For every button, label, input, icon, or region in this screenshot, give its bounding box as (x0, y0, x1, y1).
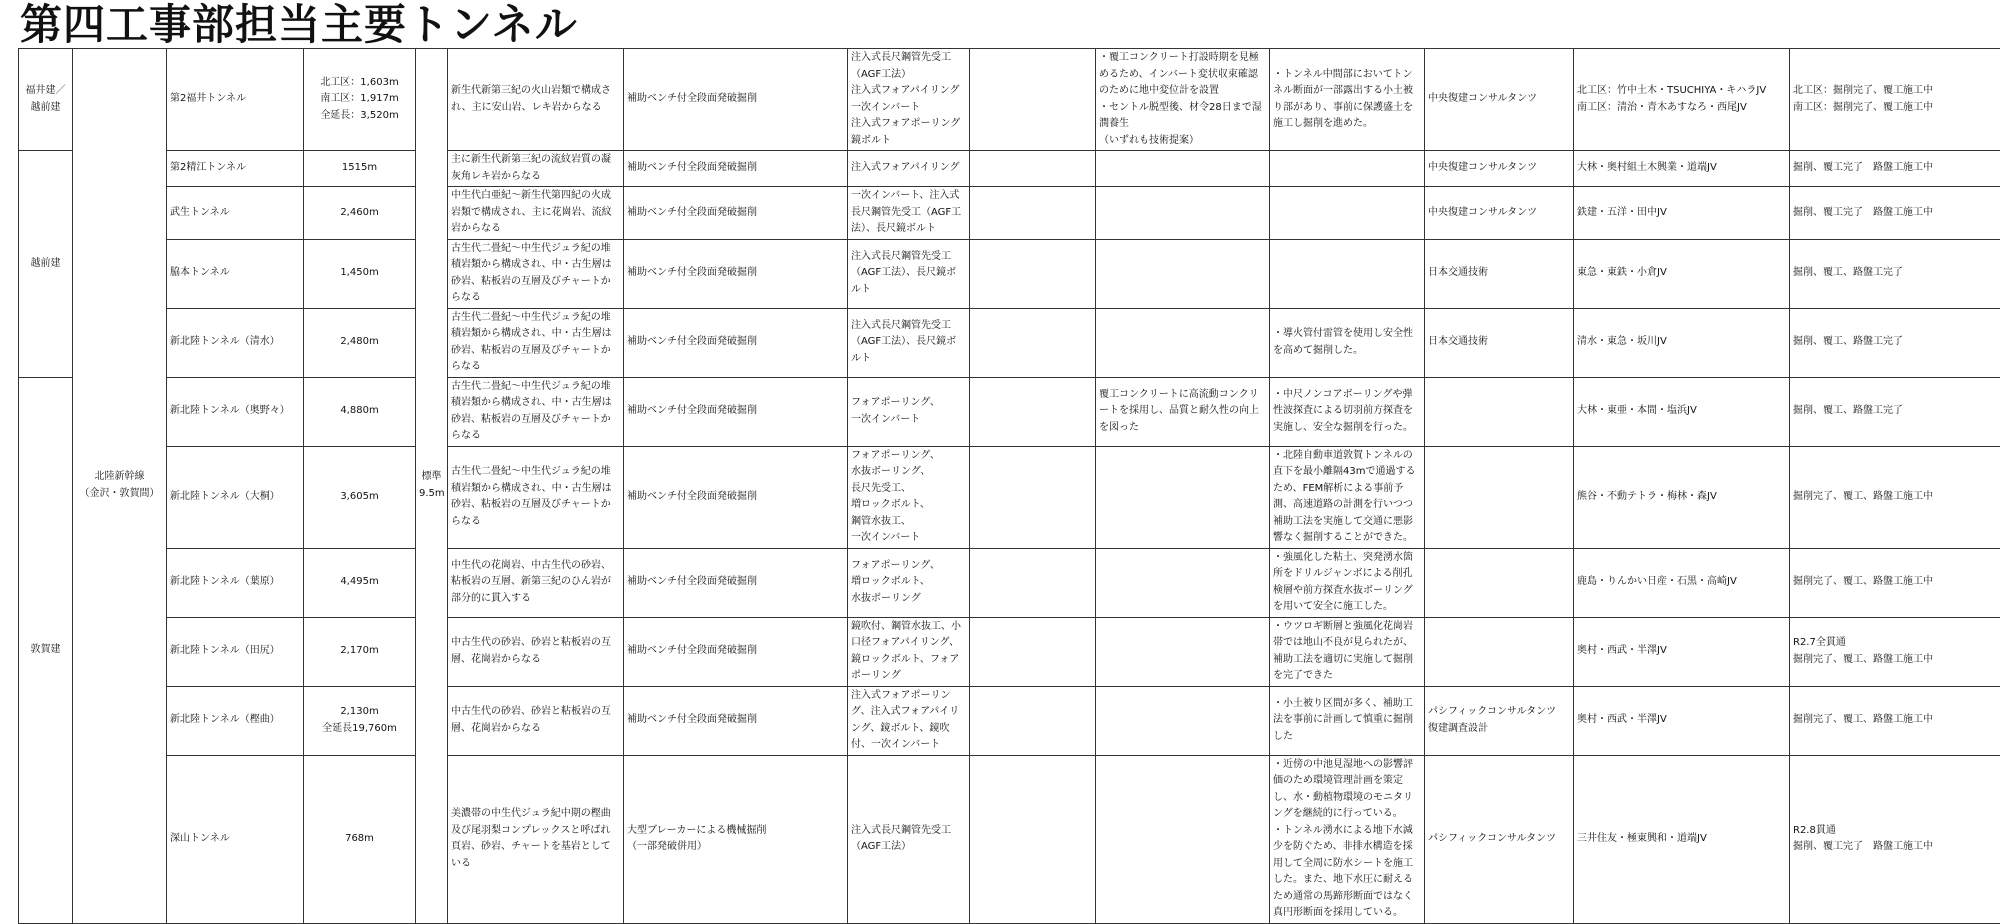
consultant-cell: 中央復建コンサルタンツ (1425, 187, 1574, 240)
tunnel-name-cell: 新北陸トンネル（田尻） (167, 617, 304, 686)
consultant-cell (1425, 446, 1574, 548)
aux-method-cell: 注入式長尺鋼管先受工 （AGF工法） 注入式フォアパイリング 一次インバート 注入式フォアポーリング 鏡ボルト (848, 49, 970, 151)
status-cell: R2.7全貫通 掘削完了、覆工、路盤工施工中 (1790, 617, 2000, 686)
empty-cell (970, 187, 1096, 240)
aux-method-cell: 注入式フォアポーリング、注入式フォアパイリング、鏡ボルト、鏡吹付、一次インバート (848, 686, 970, 755)
note-cell: ・中尺ノンコアボーリングや弾性波探査による切羽前方探査を実施し、安全な掘削を行った。 (1270, 377, 1425, 446)
method-cell: 大型ブレーカーによる機械掘削 （一部発破併用） (624, 755, 848, 923)
length-cell: 4,495m (304, 548, 416, 617)
table-row (19, 446, 2000, 548)
contractor-cell: 奥村・西武・半澤JV (1574, 686, 1790, 755)
consultant-cell: パシフィックコンサルタンツ (1425, 755, 1574, 923)
note-cell: ・導火管付雷管を使用し安全性を高めて掘削した。 (1270, 308, 1425, 377)
table-row (19, 548, 2000, 617)
empty-cell (970, 151, 1096, 187)
contractor-cell: 東急・東鉄・小倉JV (1574, 239, 1790, 308)
table-row (19, 49, 2000, 151)
consultant-cell: 中央復建コンサルタンツ (1425, 49, 1574, 151)
section-cell: 標準 9.5m (416, 49, 448, 924)
status-cell: 掘削、覆工、路盤工完了 (1790, 308, 2000, 377)
note-cell (1270, 239, 1425, 308)
improvement-cell (1096, 446, 1270, 548)
empty-cell (970, 49, 1096, 151)
tunnel-name-cell: 新北陸トンネル（奥野々） (167, 377, 304, 446)
consultant-cell: 日本交通技術 (1425, 239, 1574, 308)
aux-method-cell: フォアポーリング、 一次インバート (848, 377, 970, 446)
note-cell: ・北陸自動車道敦賀トンネルの直下を最小離隔43mで通過するため、FEM解析による事前予測、高速道路の計測を行いつつ補助工法を実施して交通に悪影響なく掘削することができた。 (1270, 446, 1425, 548)
empty-cell (970, 755, 1096, 923)
aux-method-cell: フォアポーリング、 水抜ボーリング、 長尺先受工、 増ロックボルト、 鋼管水抜工、 一次インバート (848, 446, 970, 548)
note-cell: ・小土被り区間が多く、補助工法を事前に計画して慎重に掘削した (1270, 686, 1425, 755)
status-cell: 掘削完了、覆工、路盤工施工中 (1790, 686, 2000, 755)
status-cell: 掘削、覆工、路盤工完了 (1790, 239, 2000, 308)
method-cell: 補助ベンチ付全段面発破掘削 (624, 548, 848, 617)
geology-cell: 中古生代の砂岩、砂岩と粘板岩の互層、花崗岩からなる (448, 686, 624, 755)
method-cell: 補助ベンチ付全段面発破掘削 (624, 686, 848, 755)
empty-cell (970, 446, 1096, 548)
method-cell: 補助ベンチ付全段面発破掘削 (624, 377, 848, 446)
aux-method-cell: 注入式長尺鋼管先受工（AGF工法）、長尺鏡ボルト (848, 239, 970, 308)
note-cell: ・トンネル中間部においてトンネル断面が一部露出する小土被り部があり、事前に保護盛土を施工し掘削を進めた。 (1270, 49, 1425, 151)
aux-method-cell: 一次インバート、注入式長尺鋼管先受工（AGF工法）、長尺鏡ボルト (848, 187, 970, 240)
geology-cell: 中生代白亜紀～新生代第四紀の火成岩類で構成され、主に花崗岩、流紋岩からなる (448, 187, 624, 240)
length-cell: 3,605m (304, 446, 416, 548)
office-cell: 福井建／ 越前建 (19, 49, 73, 151)
note-cell: ・強風化した粘土、突発湧水箇所をドリルジャンボによる削孔検層や前方探査水抜ボーリングを用いて安全に施工した。 (1270, 548, 1425, 617)
tunnel-table (18, 48, 2000, 924)
method-cell: 補助ベンチ付全段面発破掘削 (624, 49, 848, 151)
status-cell: 掘削、覆工完了 路盤工施工中 (1790, 151, 2000, 187)
status-cell: 北工区：掘削完了、覆工施工中 南工区：掘削完了、覆工施工中 (1790, 49, 2000, 151)
tunnel-name-cell: 新北陸トンネル（樫曲） (167, 686, 304, 755)
aux-method-cell: 注入式長尺鋼管先受工（AGF工法）、長尺鏡ボルト (848, 308, 970, 377)
tunnel-name-cell: 武生トンネル (167, 187, 304, 240)
page-title: 第四工事部担当主要トンネル (20, 0, 578, 48)
improvement-cell (1096, 686, 1270, 755)
contractor-cell: 鉄建・五洋・田中JV (1574, 187, 1790, 240)
status-cell: R2.8貫通 掘削、覆工完了 路盤工施工中 (1790, 755, 2000, 923)
consultant-cell (1425, 548, 1574, 617)
geology-cell: 古生代二畳紀～中生代ジュラ紀の堆積岩類から構成され、中・古生層は砂岩、粘板岩の互層及びチャートからなる (448, 377, 624, 446)
improvement-cell: ・覆工コンクリート打設時期を見極めるため、インバート変状収束確認のために地中変位計を設置 ・セントル脱型後、材令28日まで湿潤養生 （いずれも技術提案） (1096, 49, 1270, 151)
table-row (19, 686, 2000, 755)
method-cell: 補助ベンチ付全段面発破掘削 (624, 151, 848, 187)
method-cell: 補助ベンチ付全段面発破掘削 (624, 446, 848, 548)
office-cell: 敦賀建 (19, 377, 73, 923)
office-cell: 越前建 (19, 151, 73, 378)
consultant-cell: 中央復建コンサルタンツ (1425, 151, 1574, 187)
tunnel-name-cell: 脇本トンネル (167, 239, 304, 308)
contractor-cell: 熊谷・不動テトラ・梅林・森JV (1574, 446, 1790, 548)
geology-cell: 中生代の花崗岩、中古生代の砂岩、粘板岩の互層、新第三紀のひん岩が部分的に貫入する (448, 548, 624, 617)
status-cell: 掘削完了、覆工、路盤工施工中 (1790, 446, 2000, 548)
aux-method-cell: フォアポーリング、 増ロックボルト、 水抜ボーリング (848, 548, 970, 617)
length-cell: 2,460m (304, 187, 416, 240)
consultant-cell: パシフィックコンサルタンツ 復建調査設計 (1425, 686, 1574, 755)
note-cell (1270, 187, 1425, 240)
empty-cell (970, 377, 1096, 446)
table-row (19, 308, 2000, 377)
length-cell: 1,450m (304, 239, 416, 308)
empty-cell (970, 617, 1096, 686)
consultant-cell (1425, 617, 1574, 686)
geology-cell: 美濃帯の中生代ジュラ紀中期の樫曲及び尾羽梨コンプレックスと呼ばれ頁岩、砂岩、チャートを基岩としている (448, 755, 624, 923)
geology-cell: 中古生代の砂岩、砂岩と粘板岩の互層、花崗岩からなる (448, 617, 624, 686)
improvement-cell (1096, 151, 1270, 187)
improvement-cell (1096, 755, 1270, 923)
contractor-cell: 三井住友・極東興和・道端JV (1574, 755, 1790, 923)
method-cell: 補助ベンチ付全段面発破掘削 (624, 239, 848, 308)
length-cell: 1515m (304, 151, 416, 187)
length-cell: 4,880m (304, 377, 416, 446)
table-row (19, 377, 2000, 446)
empty-cell (970, 686, 1096, 755)
aux-method-cell: 注入式フォアパイリング (848, 151, 970, 187)
tunnel-name-cell: 第2福井トンネル (167, 49, 304, 151)
tunnel-name-cell: 新北陸トンネル（清水） (167, 308, 304, 377)
note-cell: ・近傍の中池見湿地への影響評価のため環境管理計画を策定し、水・動植物環境のモニタリングを継続的に行っている。 ・トンネル湧水による地下水減少を防ぐため、非排水構造を採用して全周に防水シートを施工した。また、地下水圧に耐えるため通常の馬蹄形断面ではなく真円形断面を採用している。 (1270, 755, 1425, 923)
improvement-cell (1096, 187, 1270, 240)
contractor-cell: 清水・東急・坂川JV (1574, 308, 1790, 377)
geology-cell: 古生代二畳紀～中生代ジュラ紀の堆積岩類から構成され、中・古生層は砂岩、粘板岩の互層及びチャートからなる (448, 446, 624, 548)
table-row (19, 187, 2000, 240)
geology-cell: 主に新生代新第三紀の流紋岩質の凝灰角レキ岩からなる (448, 151, 624, 187)
improvement-cell (1096, 239, 1270, 308)
tunnel-name-cell: 新北陸トンネル（葉原） (167, 548, 304, 617)
length-cell: 768m (304, 755, 416, 923)
consultant-cell: 日本交通技術 (1425, 308, 1574, 377)
aux-method-cell: 鏡吹付、鋼管水抜工、小口径フォアパイリング、鏡ロックボルト、フォアポーリング (848, 617, 970, 686)
method-cell: 補助ベンチ付全段面発破掘削 (624, 308, 848, 377)
tunnel-name-cell: 深山トンネル (167, 755, 304, 923)
contractor-cell: 大林・東亜・本間・塩浜JV (1574, 377, 1790, 446)
contractor-cell: 奥村・西武・半澤JV (1574, 617, 1790, 686)
length-cell: 北工区：1,603m 南工区：1,917m 全延長：3,520m (304, 49, 416, 151)
contractor-cell: 鹿島・りんかい日産・石黒・高崎JV (1574, 548, 1790, 617)
tunnel-name-cell: 第2精江トンネル (167, 151, 304, 187)
status-cell: 掘削完了、覆工、路盤工施工中 (1790, 548, 2000, 617)
improvement-cell (1096, 548, 1270, 617)
geology-cell: 古生代二畳紀～中生代ジュラ紀の堆積岩類から構成され、中・古生層は砂岩、粘板岩の互層及びチャートからなる (448, 308, 624, 377)
length-cell: 2,130m 全延長19,760m (304, 686, 416, 755)
table-row (19, 617, 2000, 686)
status-cell: 掘削、覆工、路盤工完了 (1790, 377, 2000, 446)
improvement-cell (1096, 308, 1270, 377)
length-cell: 2,480m (304, 308, 416, 377)
method-cell: 補助ベンチ付全段面発破掘削 (624, 187, 848, 240)
note-cell (1270, 151, 1425, 187)
aux-method-cell: 注入式長尺鋼管先受工 （AGF工法） (848, 755, 970, 923)
length-cell: 2,170m (304, 617, 416, 686)
empty-cell (970, 239, 1096, 308)
tunnel-name-cell: 新北陸トンネル（大桐） (167, 446, 304, 548)
geology-cell: 古生代二畳紀～中生代ジュラ紀の堆積岩類から構成され、中・古生層は砂岩、粘板岩の互層及びチャートからなる (448, 239, 624, 308)
line-name-cell: 北陸新幹線 （金沢・敦賀間） (73, 49, 167, 924)
improvement-cell: 覆工コンクリートに高流動コンクリートを採用し、品質と耐久性の向上を図った (1096, 377, 1270, 446)
table-row (19, 239, 2000, 308)
improvement-cell (1096, 617, 1270, 686)
consultant-cell (1425, 377, 1574, 446)
table-row (19, 151, 2000, 187)
contractor-cell: 北工区：竹中土木・TSUCHIYA・キハラJV 南工区：清治・青木あすなろ・西尾JV (1574, 49, 1790, 151)
contractor-cell: 大林・奥村組土木興業・道端JV (1574, 151, 1790, 187)
empty-cell (970, 308, 1096, 377)
table-row (19, 755, 2000, 923)
status-cell: 掘削、覆工完了 路盤工施工中 (1790, 187, 2000, 240)
method-cell: 補助ベンチ付全段面発破掘削 (624, 617, 848, 686)
empty-cell (970, 548, 1096, 617)
note-cell: ・ウツロギ断層と強風化花崗岩帯では地山不良が見られたが、補助工法を適切に実施して掘削を完了できた (1270, 617, 1425, 686)
geology-cell: 新生代新第三紀の火山岩類で構成され、主に安山岩、レキ岩からなる (448, 49, 624, 151)
